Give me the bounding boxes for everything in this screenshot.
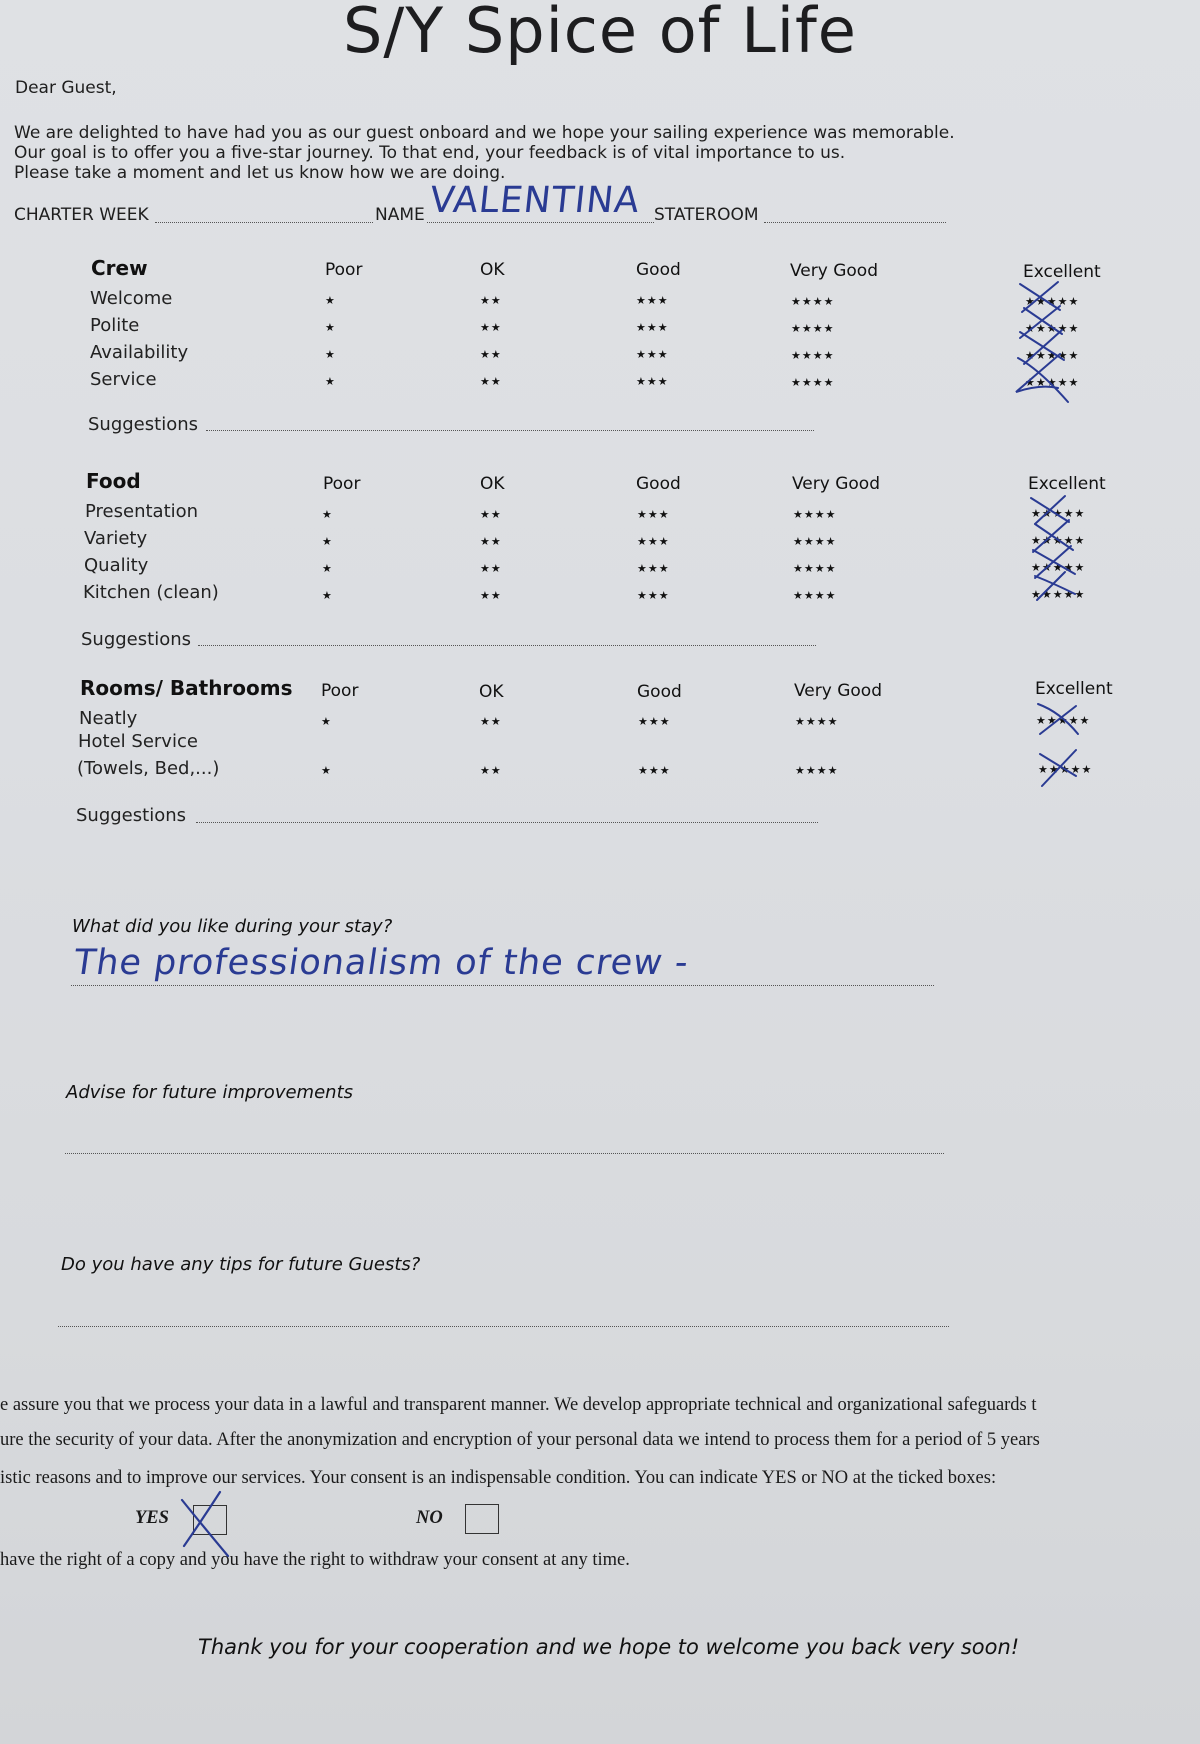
consent-no-checkbox[interactable] — [465, 1504, 499, 1534]
row-label: Polite — [90, 315, 140, 336]
suggestions-field-food[interactable] — [198, 645, 816, 646]
excellent-crossmarks-crew — [1010, 280, 1090, 410]
answer-tips-field[interactable] — [58, 1326, 949, 1327]
star-rating-3[interactable]: ★★★ — [637, 562, 670, 575]
star-rating-1[interactable]: ★ — [322, 589, 333, 602]
question-tips: Do you have any tips for future Guests? — [61, 1254, 421, 1275]
col-poor: Poor — [323, 474, 361, 494]
col-excellent: Excellent — [1035, 679, 1113, 699]
col-good: Good — [636, 474, 681, 494]
closing-thanks: Thank you for your cooperation and we hope to welcome you back very soon! — [198, 1635, 1020, 1659]
star-rating-2[interactable]: ★★ — [480, 535, 502, 548]
star-rating-2[interactable]: ★★ — [480, 508, 502, 521]
star-rating-5[interactable]: ★★★★★ — [1031, 507, 1086, 520]
section-title-food: Food — [86, 469, 141, 493]
row-label: Presentation — [85, 501, 199, 522]
col-ok: OK — [480, 260, 505, 280]
star-rating-2[interactable]: ★★ — [480, 321, 502, 334]
col-very-good: Very Good — [794, 681, 882, 701]
suggestions-field-crew[interactable] — [206, 430, 814, 431]
legal-line-1: e assure you that we process your data in a lawful and transparent manner. We develop appropriate technical and organizational safeguards t — [0, 1395, 1037, 1415]
star-rating-5[interactable]: ★★★★★ — [1031, 588, 1086, 601]
name-field[interactable] — [427, 222, 654, 223]
stateroom-field[interactable] — [764, 222, 946, 223]
star-rating-5[interactable]: ★★★★★ — [1025, 349, 1080, 362]
row-label: Neatly — [79, 708, 138, 729]
star-rating-3[interactable]: ★★★ — [637, 508, 670, 521]
star-rating-5[interactable]: ★★★★★ — [1031, 561, 1086, 574]
star-rating-5[interactable]: ★★★★★ — [1025, 295, 1080, 308]
section-title-crew: Crew — [91, 256, 148, 280]
star-rating-1[interactable]: ★ — [322, 562, 333, 575]
star-rating-4[interactable]: ★★★★ — [791, 376, 835, 389]
answer-liked-field[interactable] — [71, 985, 934, 986]
name-label: NAME — [375, 205, 425, 225]
star-rating-4[interactable]: ★★★★ — [791, 322, 835, 335]
excellent-crossmarks-food — [1025, 494, 1095, 604]
row-label-detail: (Towels, Bed,...) — [77, 758, 220, 779]
star-rating-4[interactable]: ★★★★ — [793, 535, 837, 548]
star-rating-3[interactable]: ★★★ — [636, 321, 669, 334]
star-rating-3[interactable]: ★★★ — [638, 715, 671, 728]
star-rating-4[interactable]: ★★★★ — [791, 295, 835, 308]
star-rating-4[interactable]: ★★★★ — [791, 349, 835, 362]
consent-no-label: NO — [416, 1508, 443, 1528]
suggestions-field-rooms[interactable] — [196, 822, 818, 823]
star-rating-1[interactable]: ★ — [321, 764, 332, 777]
intro-line-1: We are delighted to have had you as our guest onboard and we hope your sailing experience was memorable. — [14, 123, 955, 143]
suggestions-label: Suggestions — [76, 805, 186, 826]
star-rating-1[interactable]: ★ — [321, 715, 332, 728]
star-rating-3[interactable]: ★★★ — [638, 764, 671, 777]
star-rating-5[interactable]: ★★★★★ — [1038, 763, 1093, 776]
row-label: Hotel Service — [78, 731, 198, 752]
col-very-good: Very Good — [790, 261, 878, 281]
star-rating-2[interactable]: ★★ — [480, 562, 502, 575]
col-ok: OK — [479, 682, 504, 702]
legal-line-3: istic reasons and to improve our services. Your consent is an indispensable condition. You can indicate YES or NO at the ticked boxes: — [0, 1468, 997, 1488]
star-rating-3[interactable]: ★★★ — [637, 535, 670, 548]
section-title-rooms: Rooms/ Bathrooms — [80, 676, 293, 700]
star-rating-4[interactable]: ★★★★ — [793, 508, 837, 521]
star-rating-1[interactable]: ★ — [322, 508, 333, 521]
star-rating-4[interactable]: ★★★★ — [793, 562, 837, 575]
star-rating-1[interactable]: ★ — [325, 348, 336, 361]
intro-line-2: Our goal is to offer you a five-star journey. To that end, your feedback is of vital importance to us. — [14, 143, 846, 163]
col-excellent: Excellent — [1023, 262, 1101, 282]
star-rating-4[interactable]: ★★★★ — [795, 715, 839, 728]
star-rating-5[interactable]: ★★★★★ — [1031, 534, 1086, 547]
row-label: Availability — [90, 342, 189, 363]
star-rating-2[interactable]: ★★ — [480, 764, 502, 777]
question-liked: What did you like during your stay? — [72, 916, 393, 937]
page-title: S/Y Spice of Life — [343, 0, 857, 67]
star-rating-1[interactable]: ★ — [325, 375, 336, 388]
col-poor: Poor — [321, 681, 359, 701]
star-rating-3[interactable]: ★★★ — [636, 348, 669, 361]
legal-line-2: ure the security of your data. After the anonymization and encryption of your personal data we intend to process them for a period of 5 years — [0, 1430, 1040, 1450]
star-rating-3[interactable]: ★★★ — [637, 589, 670, 602]
star-rating-1[interactable]: ★ — [322, 535, 333, 548]
excellent-crossmarks-rooms — [1030, 700, 1100, 790]
suggestions-label: Suggestions — [81, 629, 191, 650]
col-poor: Poor — [325, 260, 363, 280]
star-rating-2[interactable]: ★★ — [480, 589, 502, 602]
star-rating-2[interactable]: ★★ — [480, 375, 502, 388]
star-rating-4[interactable]: ★★★★ — [793, 589, 837, 602]
suggestions-label: Suggestions — [88, 414, 198, 435]
stateroom-label: STATEROOM — [654, 205, 759, 225]
row-label: Kitchen (clean) — [83, 582, 219, 603]
answer-improvements-field[interactable] — [65, 1153, 944, 1154]
greeting: Dear Guest, — [15, 78, 117, 98]
star-rating-3[interactable]: ★★★ — [636, 294, 669, 307]
row-label: Service — [90, 369, 157, 390]
col-good: Good — [636, 260, 681, 280]
star-rating-4[interactable]: ★★★★ — [795, 764, 839, 777]
name-handwriting: VALENTINA — [427, 180, 643, 221]
row-label: Welcome — [90, 288, 173, 309]
star-rating-3[interactable]: ★★★ — [636, 375, 669, 388]
col-excellent: Excellent — [1028, 474, 1106, 494]
star-rating-1[interactable]: ★ — [325, 321, 336, 334]
star-rating-5[interactable]: ★★★★★ — [1025, 322, 1080, 335]
star-rating-1[interactable]: ★ — [325, 294, 336, 307]
intro-line-3: Please take a moment and let us know how we are doing. — [14, 163, 506, 183]
row-label: Quality — [84, 555, 149, 576]
star-rating-2[interactable]: ★★ — [480, 294, 502, 307]
star-rating-2[interactable]: ★★ — [480, 348, 502, 361]
star-rating-5[interactable]: ★★★★★ — [1036, 714, 1091, 727]
charter-week-label: CHARTER WEEK — [14, 205, 149, 225]
charter-week-field[interactable] — [155, 222, 373, 223]
star-rating-5[interactable]: ★★★★★ — [1025, 376, 1080, 389]
legal-line-4: have the right of a copy and you have the right to withdraw your consent at any time. — [0, 1550, 630, 1570]
answer-liked-handwriting: The professionalism of the crew - — [71, 943, 692, 983]
row-label: Variety — [84, 528, 148, 549]
col-good: Good — [637, 682, 682, 702]
col-ok: OK — [480, 474, 505, 494]
col-very-good: Very Good — [792, 474, 880, 494]
star-rating-2[interactable]: ★★ — [480, 715, 502, 728]
question-improvements: Advise for future improvements — [66, 1082, 353, 1103]
consent-yes-label: YES — [135, 1508, 169, 1528]
